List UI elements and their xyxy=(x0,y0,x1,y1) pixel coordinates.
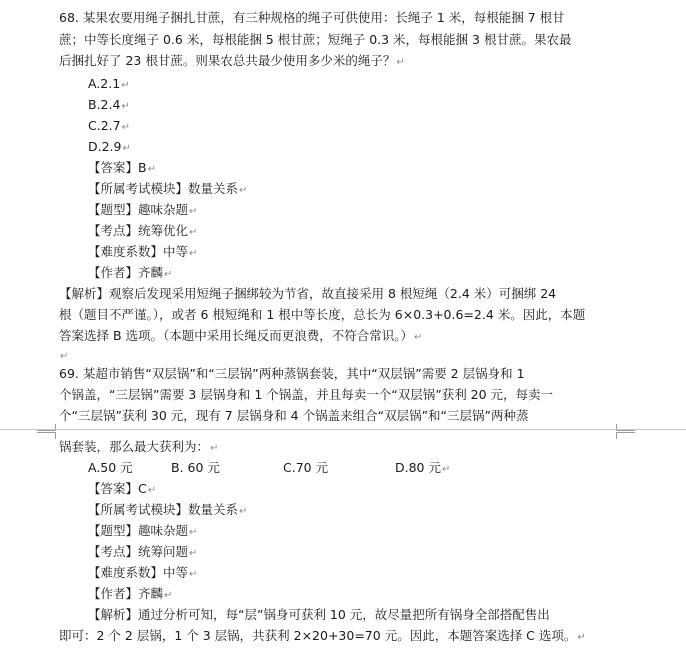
q69-stem-line-3: 个“三层锅”获利 30 元，现有 7 层锅身和 4 个锅盖来组合“双层锅”和“三层锅”两种蒸 xyxy=(59,408,529,423)
paragraph-mark: ↵ xyxy=(239,185,248,196)
paragraph-mark: ↵ xyxy=(189,248,198,259)
q69-difficulty: 【难度系数】中等↵ xyxy=(88,565,198,580)
q68-option-a: A.2.1↵ xyxy=(88,76,130,91)
q68-difficulty: 【难度系数】中等↵ xyxy=(88,244,198,259)
paragraph-mark: ↵ xyxy=(239,506,248,517)
q68-option-b: B.2.4↵ xyxy=(88,97,130,112)
q69-author: 【作者】齐麟↵ xyxy=(88,586,173,601)
q69-module: 【所属考试模块】数量关系↵ xyxy=(88,502,248,517)
q68-analysis-line-1: 【解析】观察后发现采用短绳子捆绑较为节省，故直接采用 8 根短绳（2.4 米）可捆绑 24 xyxy=(59,286,557,301)
q68-stem-line-2: 蔗；中等长度绳子 0.6 米，每根能捆 5 根甘蔗；短绳子 0.3 米，每根能捆 3 根甘蔗。果农最 xyxy=(59,32,572,47)
q68-type: 【题型】趣味杂题↵ xyxy=(88,202,198,217)
q68-author: 【作者】齐麟↵ xyxy=(88,265,173,280)
crop-mark-right-top xyxy=(616,432,635,439)
page-break xyxy=(0,429,686,430)
paragraph-mark: ↵ xyxy=(189,548,198,559)
q69-type: 【题型】趣味杂题↵ xyxy=(88,523,198,538)
paragraph-mark: ↵ xyxy=(60,351,69,362)
paragraph-mark: ↵ xyxy=(164,590,173,601)
q69-option-a: A.50 元 xyxy=(88,460,133,475)
paragraph-mark: ↵ xyxy=(189,569,198,580)
paragraph-mark: ↵ xyxy=(121,80,130,91)
paragraph-mark: ↵ xyxy=(189,206,198,217)
q69-analysis-line-1: 【解析】通过分析可知，每“层”锅身可获利 10 元，故尽量把所有锅身全部搭配售出 xyxy=(88,607,550,622)
paragraph-mark: ↵ xyxy=(122,143,131,154)
q68-analysis-line-2: 根（题目不严谨。），或者 6 根短绳和 1 根中等长度，总长为 6×0.3+0.6=2.4 米。因此，本题 xyxy=(59,307,586,322)
q69-answer: 【答案】C↵ xyxy=(88,481,157,496)
crop-mark-left-top xyxy=(37,432,56,439)
q69-stem-line-1: 69. 某超市销售“双层锅”和“三层锅”两种蒸锅套装，其中“双层锅”需要 2 层锅身和 1 xyxy=(59,366,525,381)
paragraph-mark: ↵ xyxy=(396,57,405,68)
paragraph-mark: ↵ xyxy=(164,269,173,280)
paragraph-mark: ↵ xyxy=(121,122,130,133)
q69-stem-line-2: 个锅盖，“三层锅”需要 3 层锅身和 1 个锅盖，并且每卖一个“双层锅”获利 20 元，每卖一 xyxy=(59,387,554,402)
q68-analysis-line-3: 答案选择 B 选项。（本题中采用长绳反而更浪费，不符合常识。）↵ xyxy=(59,328,423,343)
q69-point: 【考点】统筹问题↵ xyxy=(88,544,198,559)
paragraph-mark: ↵ xyxy=(189,227,198,238)
paragraph-mark: ↵ xyxy=(147,485,157,496)
paragraph-mark: ↵ xyxy=(441,464,451,475)
paragraph-mark: ↵ xyxy=(414,332,423,343)
paragraph-mark: ↵ xyxy=(121,101,130,112)
q68-module: 【所属考试模块】数量关系↵ xyxy=(88,181,248,196)
q69-option-c: C.70 元 xyxy=(283,460,329,475)
paragraph-mark: ↵ xyxy=(210,443,219,454)
paragraph-mark: ↵ xyxy=(577,632,586,643)
q69-stem-continued: 锅套装，那么最大获利为：↵ xyxy=(59,439,219,454)
paragraph-mark: ↵ xyxy=(189,527,198,538)
q69-option-b: B. 60 元 xyxy=(171,460,220,475)
q68-answer: 【答案】B↵ xyxy=(88,160,156,175)
q68-point: 【考点】统筹优化↵ xyxy=(88,223,198,238)
q69-analysis-line-2: 即可：2 个 2 层锅，1 个 3 层锅，共获利 2×20+30=70 元。因此，本题答案选择 C 选项。↵ xyxy=(59,628,586,643)
q68-option-c: C.2.7↵ xyxy=(88,118,130,133)
paragraph-mark: ↵ xyxy=(147,164,156,175)
q69-option-d: D.80 元↵ xyxy=(395,460,451,475)
q68-stem-line-3: 后捆扎好了 23 根甘蔗。则果农总共最少使用多少米的绳子？↵ xyxy=(59,53,405,68)
q68-stem-line-1: 68. 某果农要用绳子捆扎甘蔗，有三种规格的绳子可供使用：长绳子 1 米，每根能捆 7 根甘 xyxy=(59,10,565,25)
q68-option-d: D.2.9↵ xyxy=(88,139,131,154)
